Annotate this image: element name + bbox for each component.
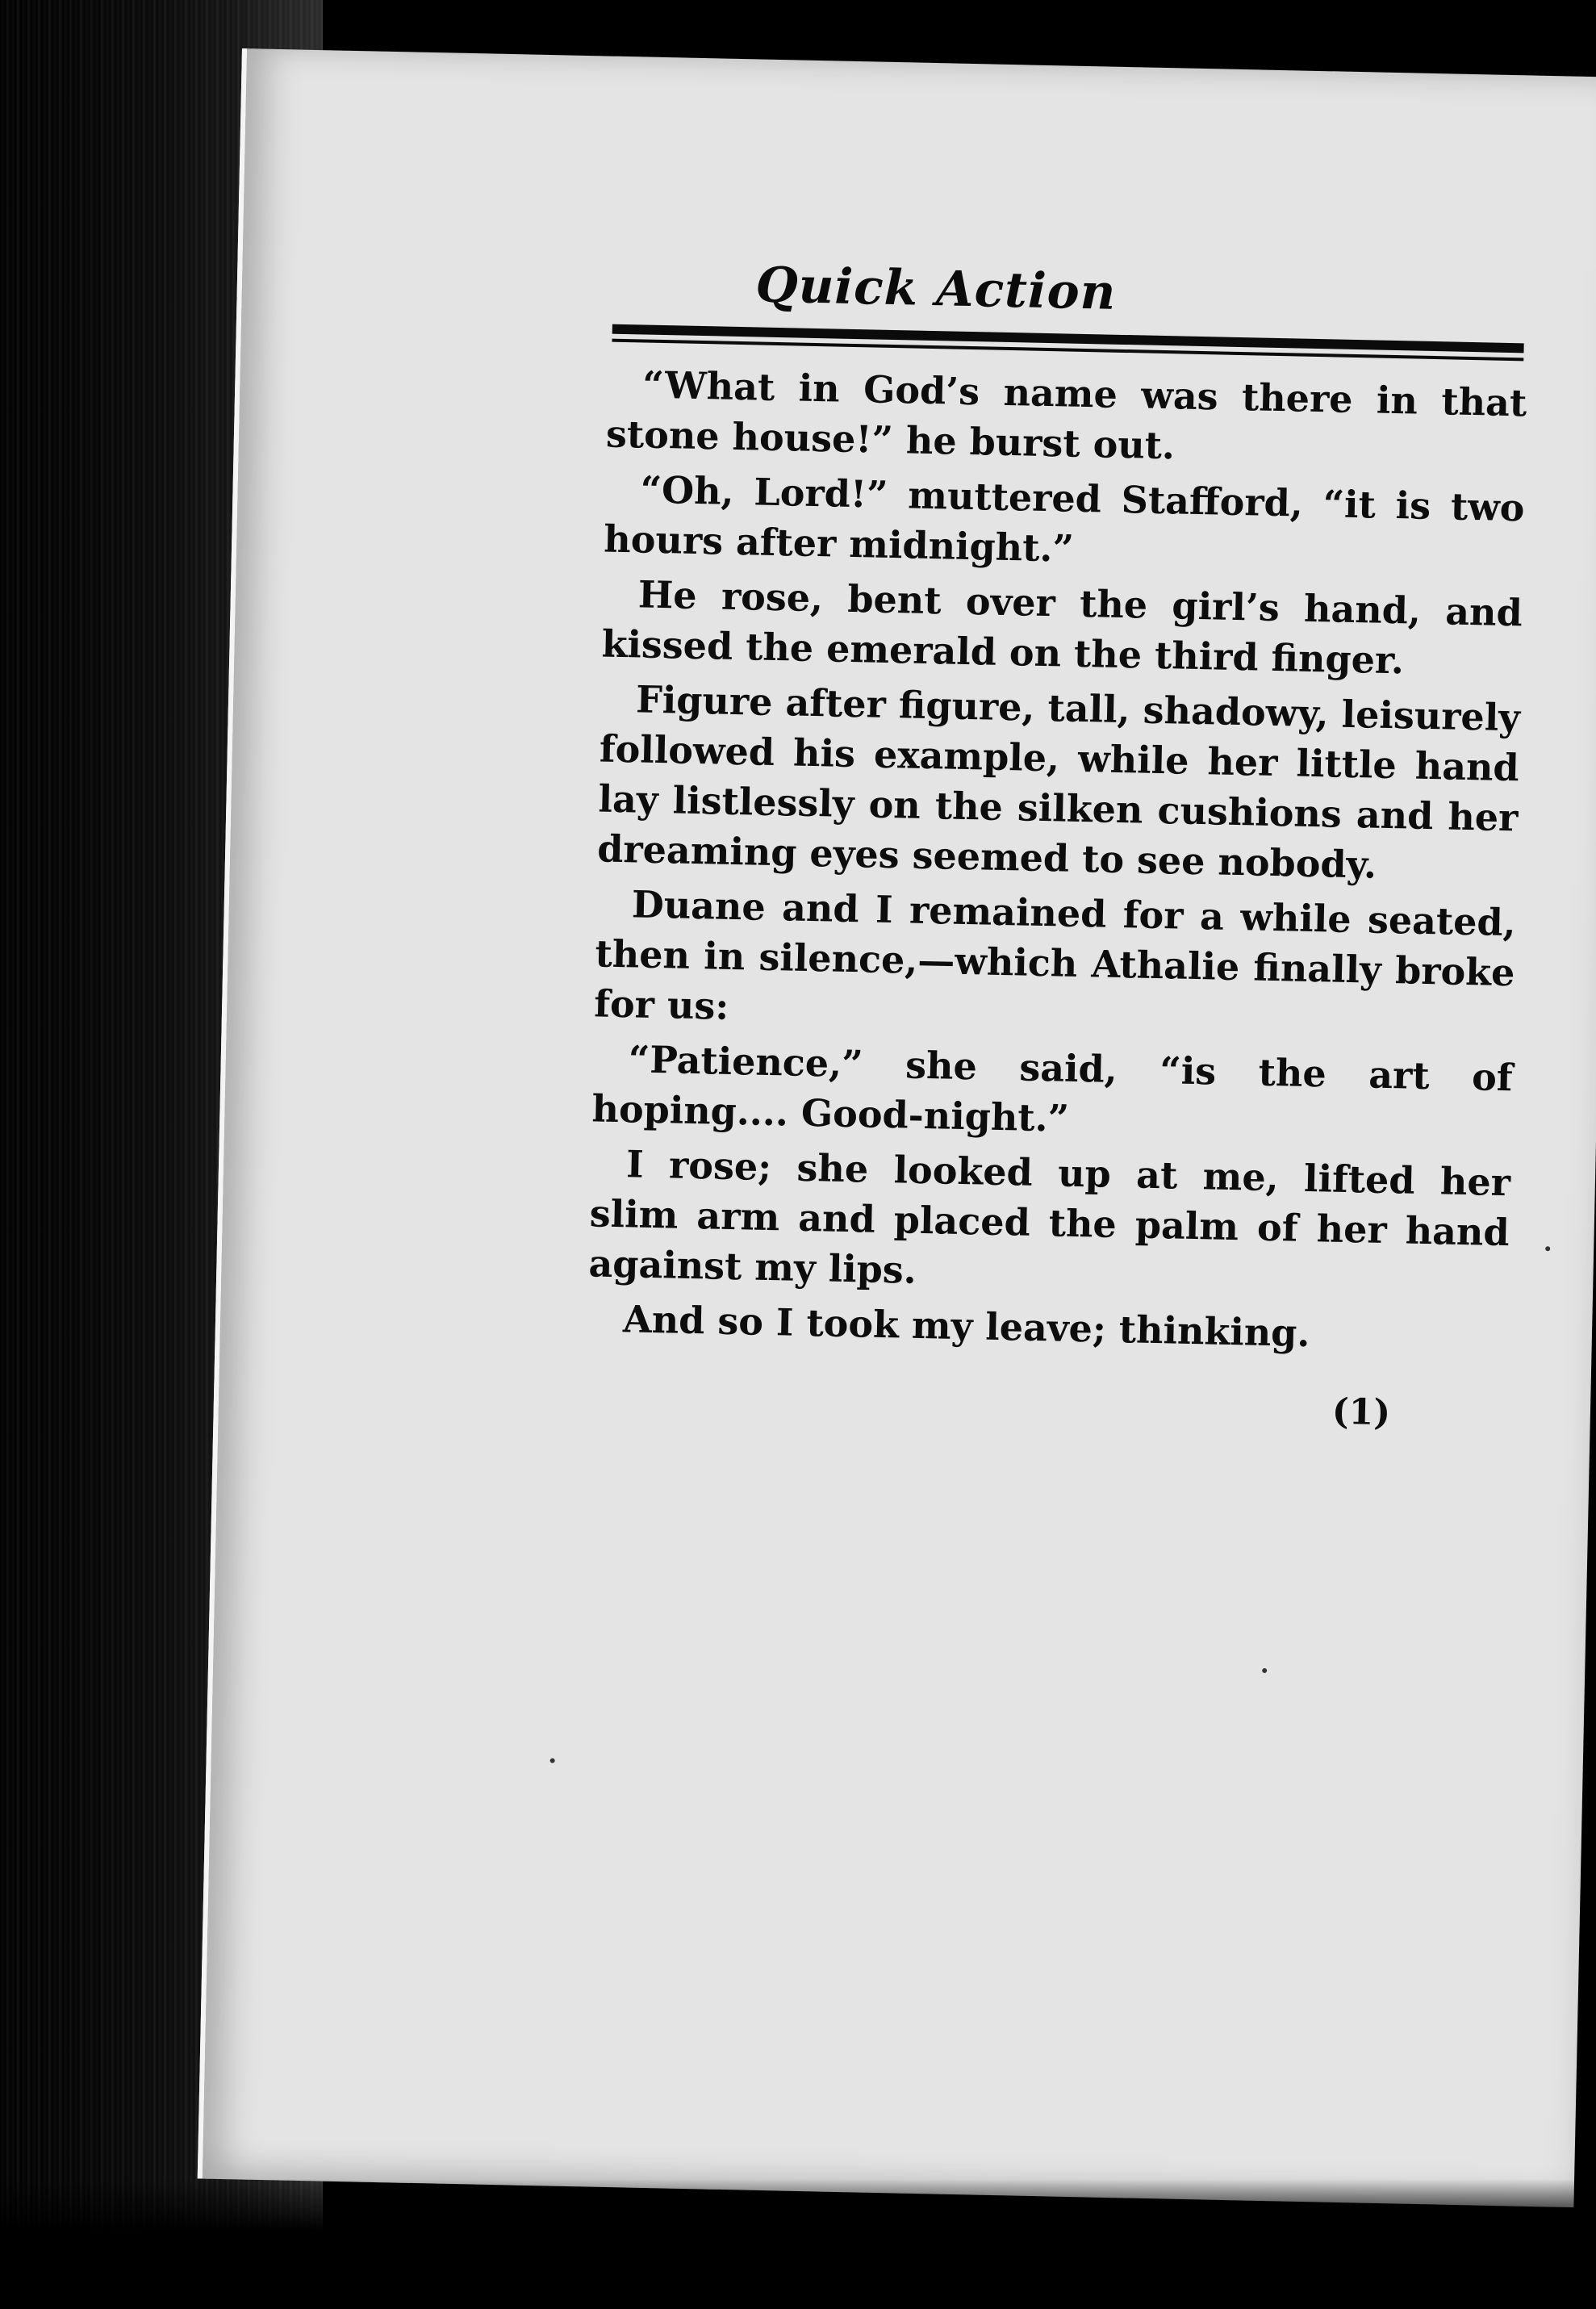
dust-speck	[1545, 1246, 1550, 1251]
paragraph: I rose; she looked up at me, lifted her slim arm and placed the palm of her hand against my lips.	[588, 1142, 1511, 1292]
paragraph: Figure after figure, tall, shadowy, leisurely followed his example, while her little hand lay listlessly on the silken cushions and her dreaming eyes seemed to see nobody.	[596, 677, 1521, 887]
page-frame	[197, 48, 1596, 2248]
running-head: Quick Action	[754, 257, 1118, 321]
paragraph: “What in God’s name was there in that stone house!” he burst out.	[605, 362, 1527, 468]
dust-speck	[550, 1758, 555, 1763]
paragraph: And so I took my leave; thinking.	[622, 1297, 1310, 1356]
paragraph: “Patience,” she said, “is the art of hoping.... Good-night.”	[591, 1037, 1514, 1140]
paragraph: He rose, bent over the girl’s hand, and kissed the emerald on the third finger.	[601, 572, 1523, 683]
film-edge-bottom	[0, 2179, 1596, 2309]
book-page	[198, 48, 1596, 2207]
paragraph: “Oh, Lord!” muttered Stafford, “it is two hours after midnight.”	[603, 467, 1525, 571]
page-number: (1)	[1331, 1391, 1391, 1434]
paragraph: Duane and I remained for a while seated, then in silence,—which Athalie finally broke for us:	[593, 882, 1517, 1028]
body-text	[587, 359, 1527, 1368]
dust-speck	[1262, 1668, 1267, 1673]
